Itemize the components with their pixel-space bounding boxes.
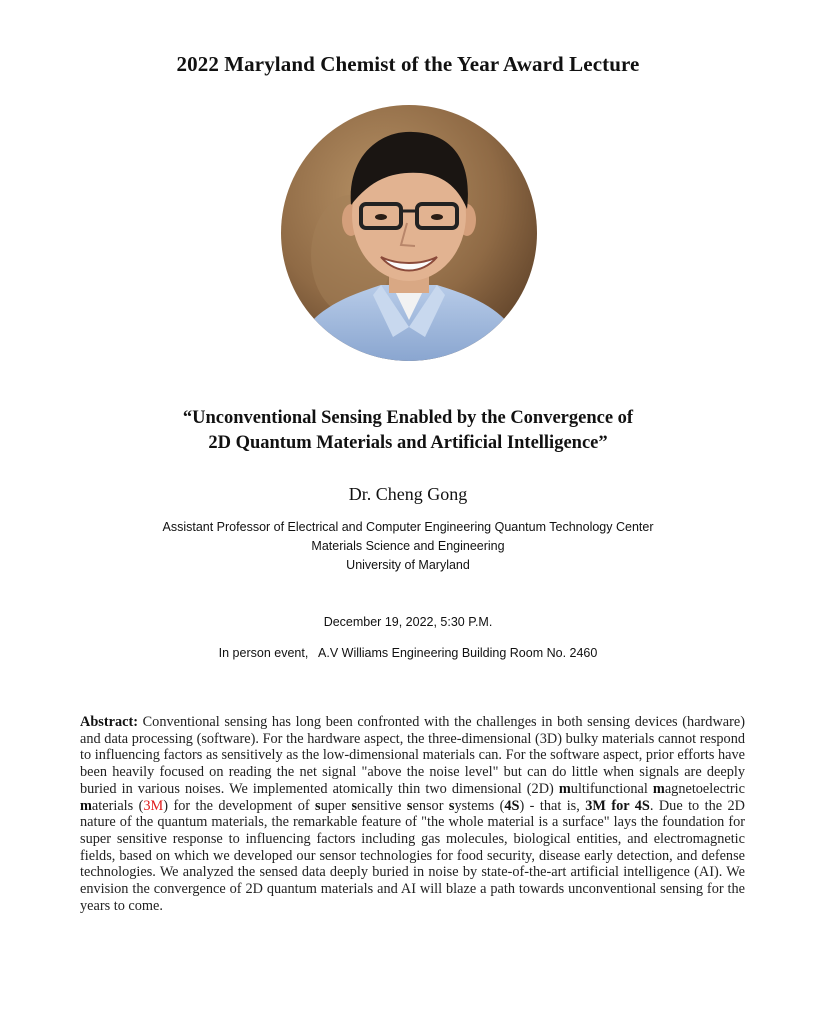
highlight-letter: s	[406, 797, 413, 814]
affiliation-line-3: University of Maryland	[346, 558, 470, 572]
speaker-affiliation	[0, 518, 816, 575]
highlight-letter: m	[80, 797, 92, 814]
event-venue: In person event, A.V Williams Engineering Building Room No. 2460	[218, 646, 598, 660]
abstract-text: aterials (	[91, 797, 144, 814]
lecture-title-line-1: “Unconventional Sensing Enabled by the Convergence of	[182, 408, 634, 428]
speaker-photo	[281, 105, 537, 361]
affiliation-line-2: Materials Science and Engineering	[311, 539, 505, 553]
page-title: 2022 Maryland Chemist of the Year Award Lecture	[176, 52, 640, 76]
bold-phrase: 3M for 4S	[585, 797, 650, 814]
abstract-label: Abstract:	[80, 714, 138, 730]
highlight-letter: s	[351, 797, 358, 814]
abstract-text: ) - that is,	[519, 797, 586, 814]
highlight-letter: m	[652, 780, 665, 797]
lecture-title	[0, 406, 816, 456]
abstract-paragraph	[80, 714, 745, 914]
abstract-text: ensitive	[357, 797, 407, 814]
abstract-text: Conventional sensing has long been confronted with the challenges in both sensing devices (hardware) and data processing (software). For the hardware aspect, the three-dimensional (3D) bulky materials cannot respond to influencing factors as sensitively as the low-dimensional materials can. For the software aspect, prior efforts have been heavily focused on reading the net signal "above the noise level" but can do little when signals are deeply buried in various noises. We implemented atomically thin two dimensional (2D)	[80, 714, 745, 797]
abstract-text: uper	[320, 797, 352, 814]
abstract-text: ensor	[412, 797, 449, 814]
abstract-text: ystems (	[454, 797, 505, 814]
speaker-name: Dr. Cheng Gong	[348, 484, 468, 504]
abstract-text: . Due to the 2D nature of the quantum materials, the remarkable feature of "the whole material is a surface" lays the foundation for super sensitive response to influencing factors including gas molecules, biological entities, and electromagnetic fields, based on which we developed our sensor technologies for food security, disease early detection, and defense technologies. We analyzed the sensed data deeply buried in noise by state-of-the-art artificial intelligence (AI). We envision the convergence of 2D quantum materials and AI will blaze a path towards unconventional sensing for the years to come.	[80, 797, 745, 914]
highlight-acronym-3m: 3M	[143, 797, 164, 814]
highlight-letter: s	[315, 797, 321, 814]
abstract-text: ultifunctional	[570, 780, 653, 797]
abstract-text: ) for the development of	[163, 797, 316, 814]
affiliation-line-1: Assistant Professor of Electrical and Computer Engineering Quantum Technology Center	[162, 520, 654, 534]
event-datetime: December 19, 2022, 5:30 P.M.	[323, 615, 493, 629]
abstract-text: agnetoelectric	[664, 780, 745, 797]
highlight-letter: m	[558, 780, 571, 797]
highlight-letter: s	[448, 797, 455, 814]
highlight-acronym-4s: 4S	[504, 797, 520, 814]
lecture-title-line-2: 2D Quantum Materials and Artificial Intelligence”	[208, 433, 608, 453]
